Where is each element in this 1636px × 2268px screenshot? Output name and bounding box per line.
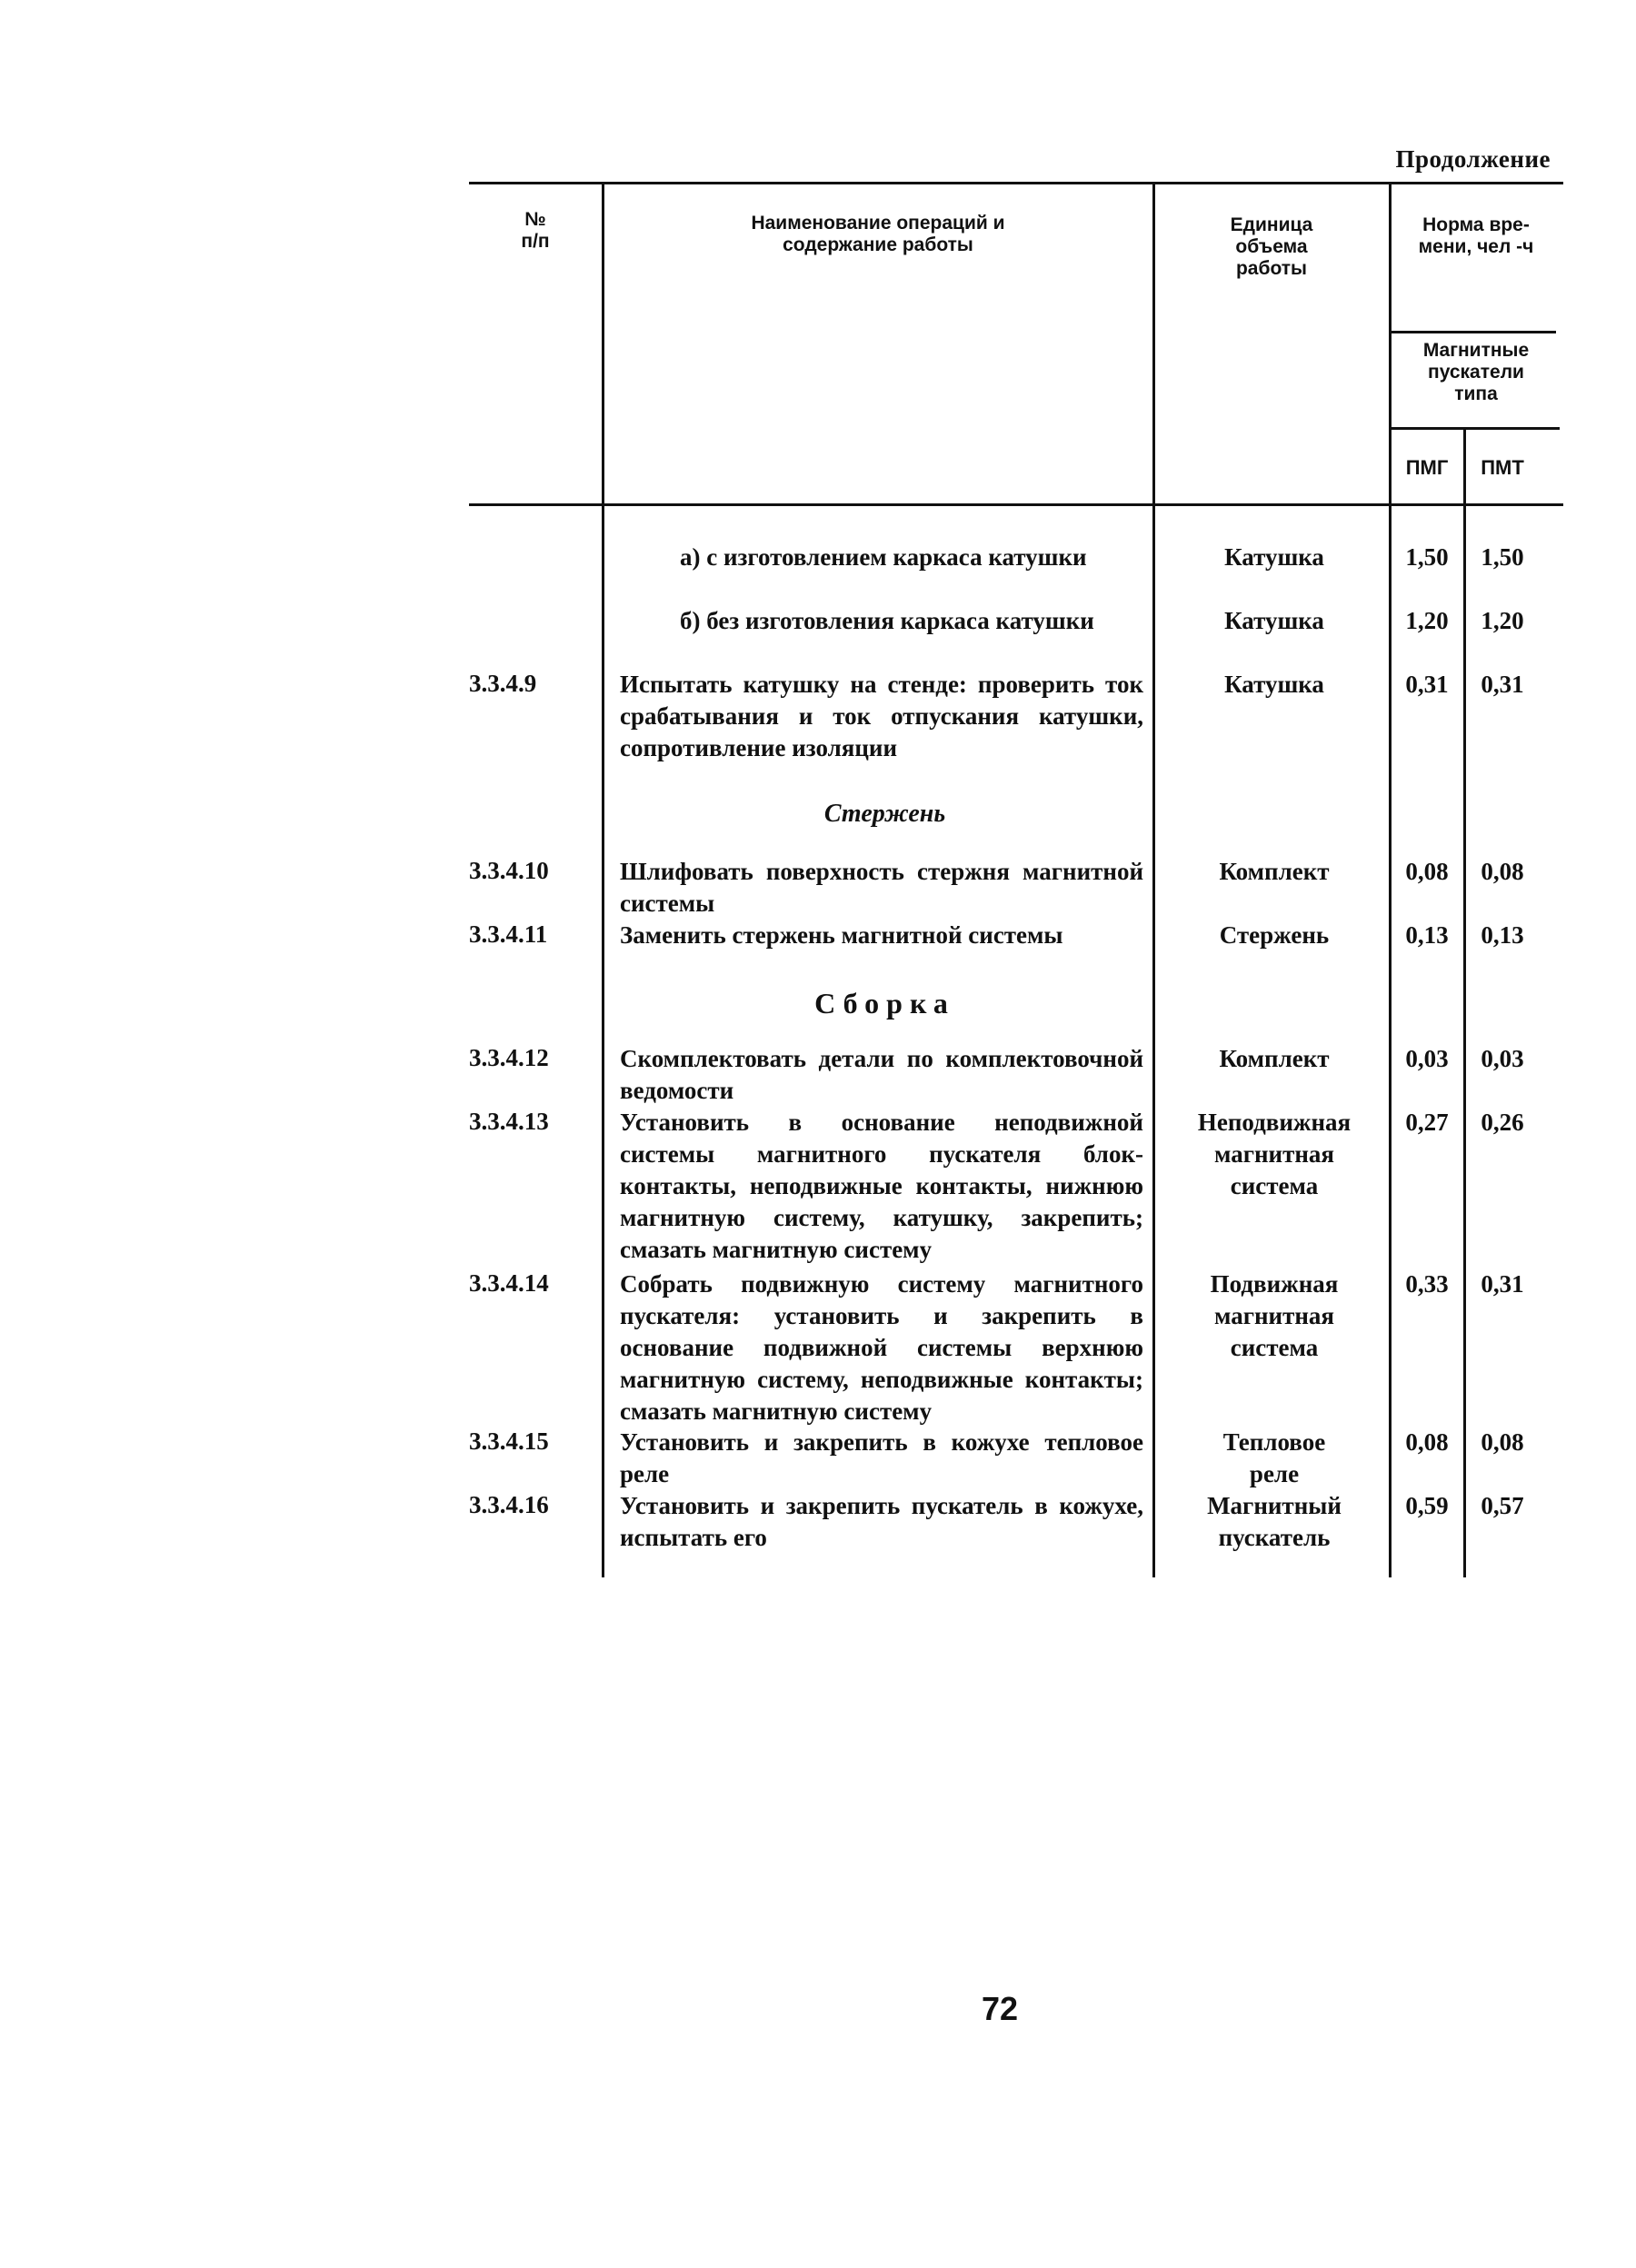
col-header-name-line1: Наименование операций и: [751, 213, 1005, 234]
row-name: Шлифовать поверхность стержня магнитной системы: [620, 858, 1143, 917]
row-pmt: 0,08: [1481, 858, 1524, 885]
row-name: Заменить стержень магнитной системы: [620, 921, 1063, 949]
row-name: Скомплектовать детали по комплектовочной ведомости: [620, 1045, 1143, 1104]
row-pmg: 0,59: [1405, 1492, 1449, 1519]
row-name: Установить в основание неподвижной системы магнитного пускателя блок-контакты, неподвижные контакты, нижнюю магнитную систему, катушку, закрепить; смазать магнитную систему: [620, 1109, 1143, 1263]
page-number: 72: [981, 1990, 1019, 2027]
row-unit: Комплект: [1219, 1045, 1330, 1072]
row-pmt: 0,31: [1481, 671, 1524, 698]
row-pmg: 1,20: [1405, 607, 1449, 634]
section-heading-assembly: Сборка: [814, 987, 955, 1020]
name-unit-divider: [1152, 182, 1155, 1577]
row-unit: Подвижная магнитная система: [1210, 1270, 1339, 1361]
row-unit: Тепловое реле: [1222, 1428, 1326, 1487]
norm-header-rule: [1389, 331, 1556, 333]
row-number: 3.3.4.15: [469, 1427, 549, 1455]
continuation-label: Продолжение: [1395, 145, 1551, 173]
col-header-type: [1392, 340, 1560, 405]
col-header-norm-line2: мени, чел -ч: [1418, 236, 1534, 257]
row-unit: Комплект: [1219, 858, 1330, 885]
row-unit: Катушка: [1224, 671, 1324, 698]
row-pmt: 0,03: [1481, 1045, 1524, 1072]
col-header-type-line1: Магнитные: [1422, 340, 1530, 361]
row-unit: Стержень: [1219, 921, 1330, 949]
row-name: б) без изготовления каркаса катушки: [680, 607, 1094, 634]
header-bottom-rule: [469, 503, 1563, 506]
row-pmt: 0,13: [1481, 921, 1524, 949]
row-number: 3.3.4.12: [469, 1044, 549, 1071]
col-header-norm: [1392, 214, 1560, 258]
row-name: Испытать катушку на стенде: проверить ток срабатывания и ток отпускания катушки, сопротивление изоляции: [620, 671, 1143, 761]
row-pmg: 1,50: [1405, 543, 1449, 571]
row-number: 3.3.4.14: [469, 1269, 549, 1297]
row-name: Установить и закрепить пускатель в кожухе, испытать его: [620, 1492, 1143, 1551]
col-header-pmt: ПМТ: [1481, 456, 1524, 479]
row-pmg: 0,27: [1405, 1109, 1449, 1136]
col-header-unit-line1: Единица: [1230, 214, 1313, 235]
row-pmg: 0,08: [1405, 1428, 1449, 1456]
col-header-norm-line1: Норма вре-: [1422, 214, 1530, 235]
col-header-unit-line3: работы: [1235, 258, 1307, 279]
row-unit: Магнитный пускатель: [1207, 1492, 1342, 1551]
col-header-name: [605, 213, 1151, 256]
row-unit: Неподвижная магнитная система: [1197, 1109, 1352, 1199]
col-header-unit-line2: объема: [1235, 236, 1308, 257]
row-unit: Катушка: [1224, 543, 1324, 571]
col-header-unit: [1156, 214, 1387, 280]
col-header-num: [469, 209, 602, 253]
row-name: Собрать подвижную систему магнитного пускателя: установить и закрепить в основание подвижной системы верхнюю магнитную систему, неподвижные контакты; смазать магнитную систему: [620, 1270, 1143, 1425]
norms-table: [469, 182, 1563, 1581]
row-pmt: 0,57: [1481, 1492, 1524, 1519]
row-pmg: 0,13: [1405, 921, 1449, 949]
col-header-type-line3: типа: [1454, 383, 1498, 404]
row-pmg: 0,03: [1405, 1045, 1449, 1072]
row-pmg: 0,08: [1405, 858, 1449, 885]
row-number: 3.3.4.13: [469, 1108, 549, 1135]
row-pmt: 0,26: [1481, 1109, 1524, 1136]
col-header-type-line2: пускатели: [1428, 362, 1524, 383]
col-header-num-line2: п/п: [521, 231, 550, 252]
col-header-pmg: ПМГ: [1405, 456, 1449, 479]
row-unit: Катушка: [1224, 607, 1324, 634]
row-name: Установить и закрепить в кожухе тепловое реле: [620, 1428, 1143, 1487]
row-pmt: 0,08: [1481, 1428, 1524, 1456]
pmg-pmt-divider: [1463, 427, 1466, 1577]
col-header-name-line2: содержание работы: [783, 234, 973, 255]
row-pmg: 0,33: [1405, 1270, 1449, 1298]
col-header-num-line1: №: [524, 209, 546, 230]
table-top-rule: [469, 182, 1563, 184]
row-pmt: 1,20: [1481, 607, 1524, 634]
type-header-rule: [1389, 427, 1560, 430]
row-number: 3.3.4.11: [469, 920, 548, 948]
row-number: 3.3.4.9: [469, 670, 537, 697]
row-number: 3.3.4.10: [469, 857, 549, 884]
row-pmt: 1,50: [1481, 543, 1524, 571]
section-heading-rod: Стержень: [823, 800, 946, 828]
row-pmt: 0,31: [1481, 1270, 1524, 1298]
row-pmg: 0,31: [1405, 671, 1449, 698]
row-name: а) с изготовлением каркаса катушки: [680, 543, 1087, 571]
row-number: 3.3.4.16: [469, 1491, 549, 1518]
